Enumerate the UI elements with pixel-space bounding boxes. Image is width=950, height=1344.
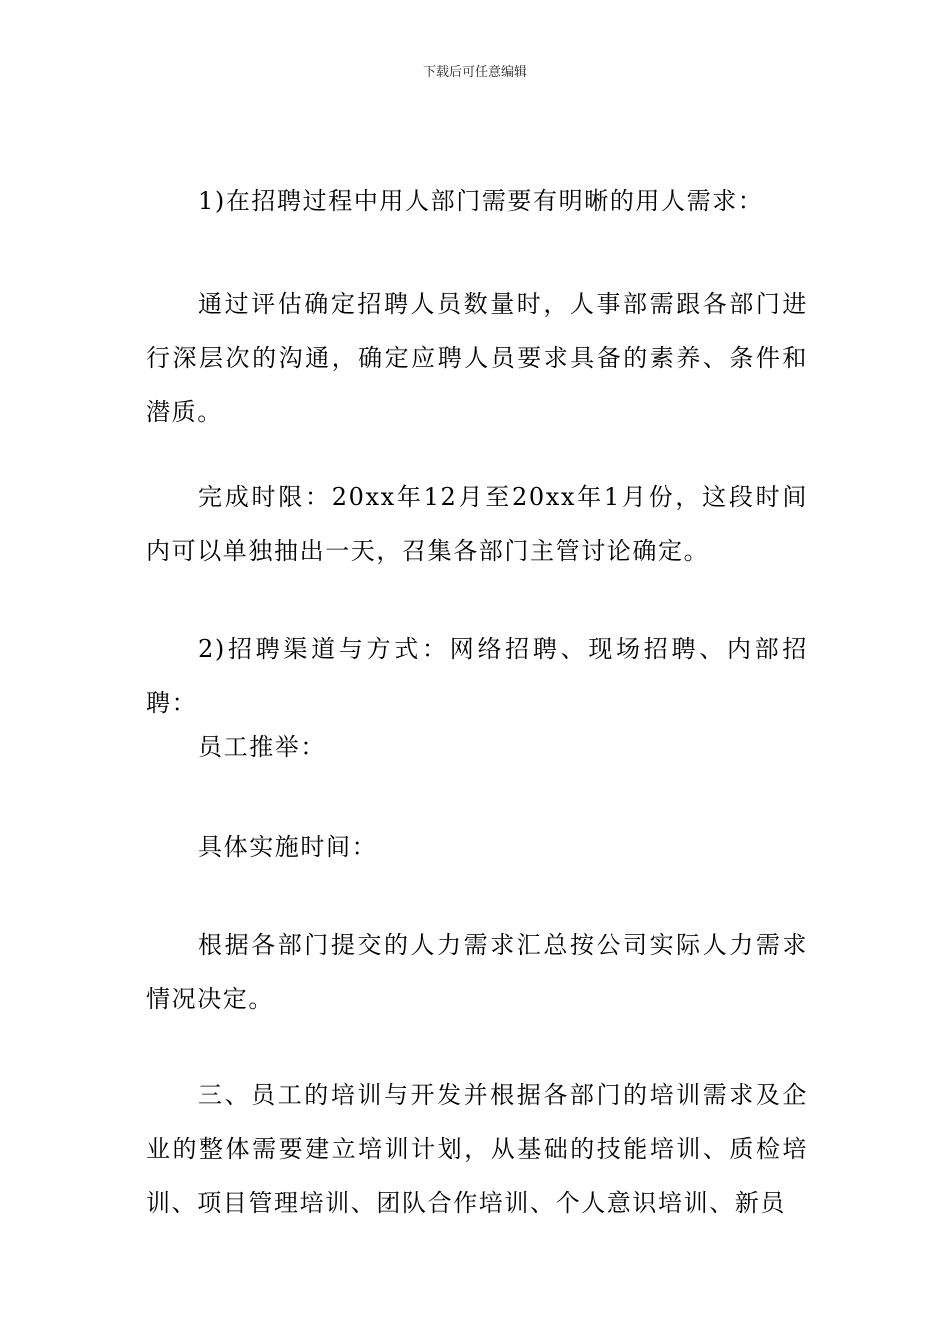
paragraph-recruitment-needs: 1)在招聘过程中用人部门需要有明晰的用人需求： bbox=[198, 187, 764, 215]
paragraph-channels: 2)招聘渠道与方式：网络招聘、现场招聘、内部招聘： bbox=[146, 635, 808, 717]
paragraph-implementation-time: 具体实施时间： bbox=[198, 833, 378, 861]
paragraph-deadline: 完成时限：20xx年12月至20xx年1月份，这段时间内可以单独抽出一天，召集各部门主管讨论确定。 bbox=[146, 483, 808, 565]
paragraph-employee-referral: 员工推举： bbox=[198, 733, 326, 761]
header-note: 下载后可任意编辑 bbox=[422, 65, 527, 80]
paragraph-training: 三、员工的培训与开发并根据各部门的培训需求及企业的整体需要建立培训计划，从基础的技能培训、质检培训、项目管理培训、团队合作培训、个人意识培训、新员 bbox=[146, 1081, 808, 1217]
paragraph-evaluation: 通过评估确定招聘人员数量时，人事部需跟各部门进行深层次的沟通，确定应聘人员要求具备的素养、条件和潜质。 bbox=[146, 290, 808, 426]
paragraph-decision-basis: 根据各部门提交的人力需求汇总按公司实际人力需求情况决定。 bbox=[146, 931, 808, 1013]
